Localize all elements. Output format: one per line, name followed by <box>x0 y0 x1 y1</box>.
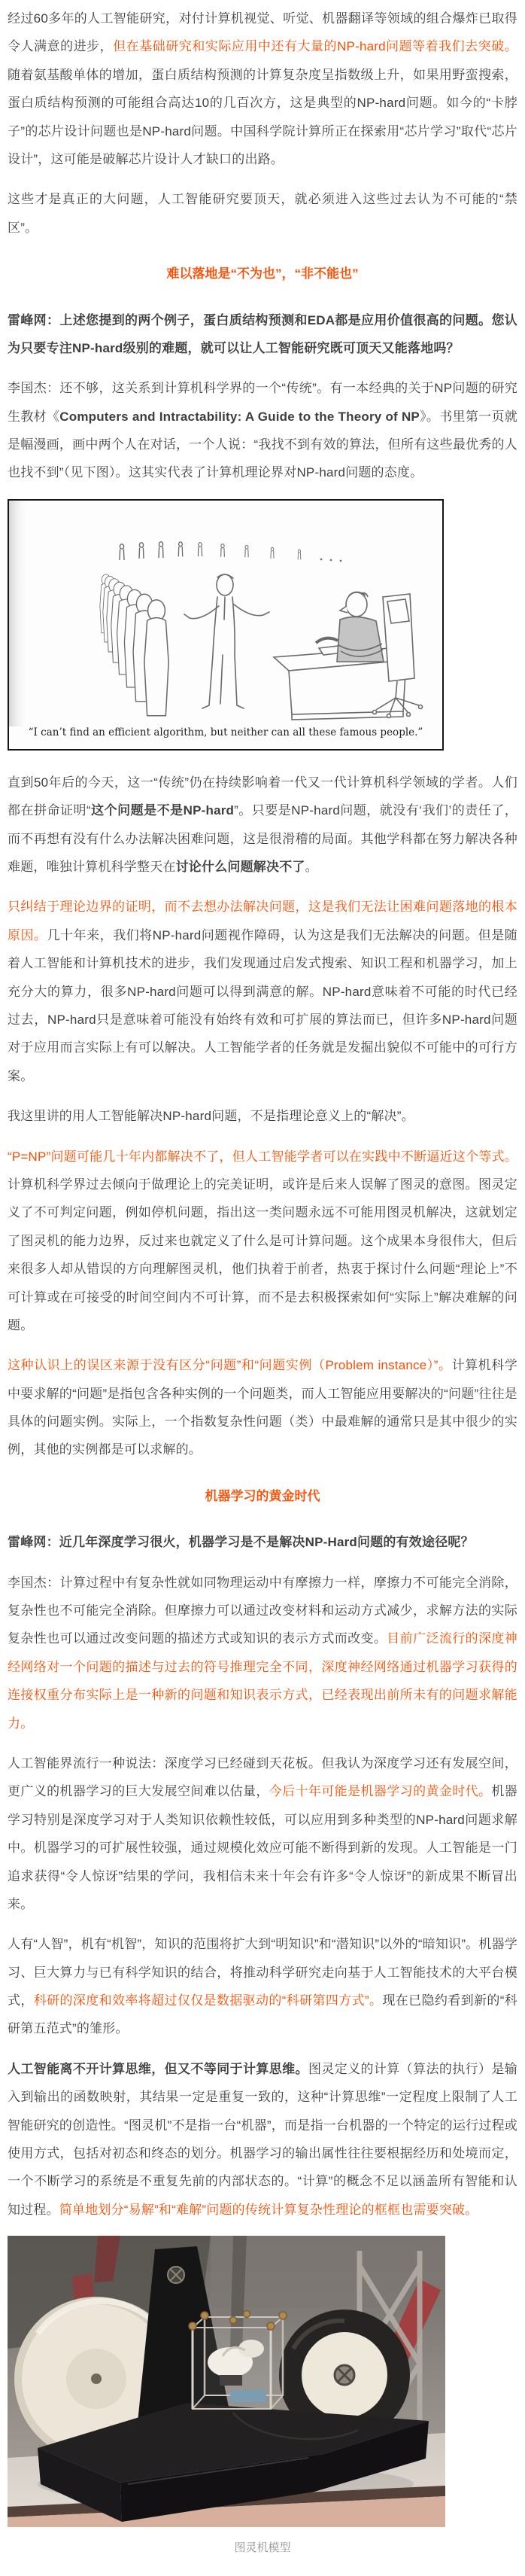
np-cartoon-figure <box>8 499 444 751</box>
text-segment: “P=NP”问题可能几十年内都解决不了，但人工智能学者可以在实践中不断逼近这个等式。 <box>8 1149 517 1164</box>
text-segment: 计算机科学界过去倾向于做理论上的完美证明，或许是后来人误解了图灵的意图。图灵定义了不可判定问题，例如停机问题，指出这一类问题永远不可能用图灵机解决，这就划定了图灵机的能力边界，反过来也就定义了什么是可计算问题。这个成果本身很伟大，但后来很多人却从错误的方向理解图灵机，他们执着于前者，热衷于探讨什么问题“理论上”不可计算或在可接受的时间空间内不可计算，而不是去积极探索如何“实际上”解决难解的问题。 <box>8 1177 517 1332</box>
text-segment: 今后十年可能是机器学习的黄金时代。 <box>269 1784 492 1799</box>
text-segment: 》。书里第一页就是幅漫画，画中两个人在对话，一个人说：“我找不到有效的算法，但所有这些最优秀的人也找不到”（见下图）。这其实代表了计算机理论界对NP-hard问题的态度。 <box>8 409 517 480</box>
paragraph <box>8 185 517 242</box>
text-segment: 。 <box>305 860 318 875</box>
paragraph <box>8 374 517 487</box>
turing-machine-photo <box>8 2236 445 2527</box>
text-segment: 李国杰：计算过程中有复杂性就如同物理运动中有摩擦力一样，摩擦力不可能完全消除，复杂性也不可能完全消除。但摩擦力可以通过改变材料和运动方式减少，求解方法的实际复杂性也可以通过改变问题的描述方式或知识的表示方式而改变。 <box>8 1575 517 1646</box>
text-segment: 这些才是真正的大问题，人工智能研究要顶天，就必须进入这些过去认为不可能的“禁区”。 <box>8 192 517 235</box>
paragraph <box>8 1569 517 1737</box>
text-segment: 经过60多年的人工智能研究，对付计算机视觉、听觉、机器翻译等领域的组合爆炸已取得令人满意的进步， <box>8 11 517 54</box>
paragraph <box>8 306 517 363</box>
text-segment: 我这里讲的用人工智能解决NP-hard问题，不是指理论意义上的“解决”。 <box>8 1109 414 1124</box>
text-segment: 直到50年后的今天，这一“传统”仍在持续影响着一代又一代计算机科学领域的学者。人们都在拼命证明“ <box>8 775 517 818</box>
paragraph <box>8 1143 517 1340</box>
np-cartoon-drawing <box>9 501 442 726</box>
text-segment: 难以落地是“不为也”，“非不能也” <box>166 266 359 282</box>
text-segment: 科研的深度和效率将超过仅仅是数据驱动的“科研第四方式”。 <box>33 1993 383 2008</box>
photo-caption: 图灵机模型 <box>234 2541 291 2555</box>
text-segment: 目前广泛流行的深度神经网络对一个问题的描述与过去的符号推理完全不同，深度神经网络通过机器学习获得的连接权重分布实际上是一种新的问题和知识表示方式，已经表现出前所未有的问题求解能力。 <box>8 1631 517 1731</box>
cartoon-caption: “I can’t find an efficient algorithm, but neither can all these famous people.” <box>9 726 442 749</box>
scan-edge-shading <box>9 501 29 726</box>
text-segment: 雷峰网：上述您提到的两个例子，蛋白质结构预测和EDA都是应用价值很高的问题。您认为只要专注NP-hard级别的难题，就可以让人工智能研究既可顶天又能落地吗？ <box>8 312 517 355</box>
paragraph <box>8 1930 517 2043</box>
paragraph <box>8 5 517 173</box>
text-segment: 只纠结于理论边界的证明，而不去想办法解决问题，这是我们无法让困难问题落地的根本原因。 <box>8 900 517 942</box>
text-segment: Computers and Intractability: A Guide to the Theory of NP <box>59 409 420 424</box>
text-segment: 随着氨基酸单体的增加，蛋白质结构预测的计算复杂度呈指数级上升，如果用野蛮搜索，蛋白质结构预测的可能组合高达10的几百次方，这是典型的NP-hard问题。如今的“卡脖子”的芯片设计问题也是NP-hard问题。中国科学院计算所正在探索用“芯片学习”取代“芯片设计”，这可能是破解芯片设计人才缺口的出路。 <box>8 67 517 166</box>
turing-machine-photo-drawing <box>8 2236 445 2527</box>
text-segment: 图灵定义的计算（算法的执行）是输入到输出的函数映射，其结果一定是重复一致的，这种“计算思维”一定程度上限制了人工智能研究的创造性。“图灵机”不是指一台“机器”，而是指一台机器的一个特定的运行过程或使用方式，包括对初态和终态的划分。机器学习的输出属性往往要根据经历和处境而定，一个不断学习的系统是不重复先前的内部状态的。“计算”的概念不足以涵盖所有智能和认知过程。 <box>8 2061 517 2217</box>
text-segment: 人工智能离不开计算思维，但又不等同于计算思维。 <box>8 2061 308 2076</box>
text-segment: ”。只要是NP-hard问题，就没有‘我们’的责任了，而不再想有没有什么办法解决困难问题，这是很滑稽的局面。其他学科都在努力解决各种难题，唯独计算机科学整天在 <box>8 803 517 875</box>
section-heading <box>8 260 517 288</box>
text-segment: 人有“人智”，机有“机智”，知识的范围将扩大到“明知识”和“潜知识”以外的“暗知识”。机器学习、巨大算力与已有科学知识的结合，将推动科学研究走向基于人工智能技术的大平台模式， <box>8 1937 517 2008</box>
paragraph <box>8 769 517 882</box>
text-segment: 这个问题是不是NP-hard <box>90 803 235 818</box>
text-segment: 简单地划分“易解”和“难解”问题的传统计算复杂性理论的框框也需要突破。 <box>59 2202 478 2217</box>
text-segment: 但在基础研究和实际应用中还有大量的NP-hard问题等着我们去突破。 <box>113 39 517 54</box>
text-segment: 机器学习的黄金时代 <box>205 1488 320 1503</box>
paragraph <box>8 893 517 1090</box>
paragraph <box>8 1749 517 1918</box>
text-segment: 讨论什么问题解决不了 <box>175 860 305 875</box>
text-segment: 这种认识上的误区来源于没有区分“问题”和“问题实例（Problem instance）”。 <box>8 1358 452 1373</box>
text-segment: 机器学习特别是深度学习对于人类知识依赖性较低，可以应用到多种类型的NP-hard问题求解中。机器学习的可扩展性较强，通过规模化效应可能不断得到新的发现。人工智能是一门追求获得“令人惊讶”结果的学问，我相信未来十年会有许多“令人惊讶”的新成果不断冒出来。 <box>8 1784 518 1911</box>
section-heading <box>8 1482 517 1510</box>
paragraph <box>8 2055 517 2224</box>
article-middle <box>8 769 517 2224</box>
paragraph <box>8 1528 517 1556</box>
paragraph <box>8 1351 517 1464</box>
text-segment: 计算机科学中要求解的“问题”是指包含各种实例的一个问题类，而人工智能应用要解决的“问题”往往是具体的问题实例。实际上，一个指数复杂性问题（类）中最难解的通常只是其中很少的实例，其他的实例都是可以求解的。 <box>8 1358 517 1457</box>
article-top <box>8 5 517 487</box>
text-segment: 雷峰网：近几年深度学习很火，机器学习是不是解决NP-Hard问题的有效途径呢？ <box>8 1535 474 1550</box>
text-segment: 李国杰：还不够，这关系到计算机科学界的一个“传统”。有一本经典的关于NP问题的研究生教材《 <box>8 381 517 424</box>
text-segment: 几十年来，我们将NP-hard问题视作障碍，认为这是我们无法解决的问题。但是随着人工智能和计算机技术的进步，我们发现通过启发式搜索、知识工程和机器学习，加上充分大的算力，很多NP-hard问题可以得到满意的解。NP-hard意味着不可能的时代已经过去，NP-hard只是意味着可能没有始终有效和可扩展的算法而已，但许多NP-hard问题对于应用而言实际上有可以解决。人工智能学者的任务就是发掘出貌似不可能中的可行方案。 <box>8 927 517 1083</box>
paragraph <box>8 1102 517 1130</box>
text-segment: 现在已隐约看到新的“科研第五范式”的雏形。 <box>8 1993 517 2036</box>
text-segment: 人工智能界流行一种说法：深度学习已经碰到天花板。但我认为深度学习还有发展空间，更广义的机器学习的巨大发展空间难以估量， <box>8 1755 517 1799</box>
